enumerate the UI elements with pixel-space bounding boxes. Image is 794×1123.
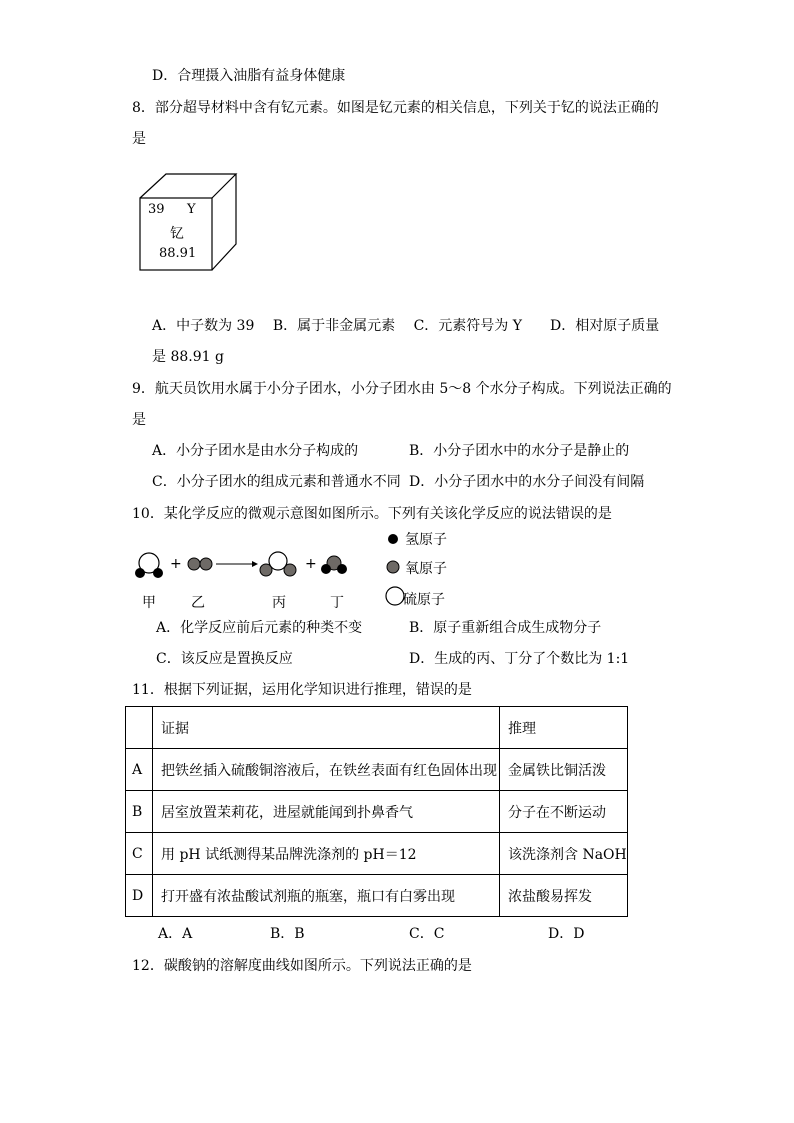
q10-option-b: B．原子重新组合成生成物分子 [409,620,602,636]
table-cell-inference: 分子在不断运动 [500,791,628,833]
table-header-evidence: 证据 [153,707,500,749]
q11-option-b: B．B [270,926,305,942]
legend-sulfur-label: 硫原子 [403,592,445,608]
molecule-jia-hydrogen-1 [135,568,145,578]
label-ding: 丁 [330,595,344,611]
q11-option-a: A．A [158,926,193,942]
legend-sulfur-symbol [386,587,404,605]
table-header-inference: 推理 [500,707,628,749]
table-header-cell [126,707,153,749]
molecule-ding-hydrogen-2 [337,564,347,574]
table-row [126,791,628,833]
q12-stem: 12．碳酸钠的溶解度曲线如图所示。下列说法正确的是 [132,958,472,974]
table-row [126,875,628,917]
label-bing: 丙 [272,595,286,611]
q9-option-a: A．小分子团水是由水分子构成的 [152,443,359,459]
table-row-label: B [126,791,153,833]
q9-stem-line2: 是 [132,412,146,428]
molecule-ding-hydrogen-1 [321,564,331,574]
q9-option-c: C．小分子团水的组成元素和普通水不同 [152,474,401,490]
table-cell-inference: 该洗涤剂含 NaOH [500,833,628,875]
q8-stem-line2: 是 [132,131,146,147]
table-cell-evidence: 打开盛有浓盐酸试剂瓶的瓶塞，瓶口有白雾出现 [153,875,500,917]
element-name: 钇 [170,226,184,242]
legend-hydrogen-symbol [388,534,398,544]
reaction-arrow-head [252,561,258,567]
molecule-yi-oxygen-2 [200,558,212,570]
element-symbol: Y [187,202,196,217]
element-atomic-mass: 88.91 [159,246,197,261]
table-row-label: A [126,749,153,791]
evidence-table [125,706,628,917]
molecule-bing-sulfur [269,552,287,570]
label-jia: 甲 [142,595,156,611]
molecule-jia-hydrogen-2 [153,568,163,578]
plus-sign-1: + [170,556,182,572]
q10-option-c: C．该反应是置换反应 [156,651,293,667]
q10-option-a: A．化学反应前后元素的种类不变 [156,620,363,636]
q11-option-d: D．D [548,926,585,942]
legend-oxygen-symbol [387,561,399,573]
q9-option-b: B．小分子团水中的水分子是静止的 [409,443,630,459]
table-row-label: D [126,875,153,917]
table-row [126,749,628,791]
table-cell-inference: 浓盐酸易挥发 [500,875,628,917]
table-header-row [126,707,628,749]
table-row [126,833,628,875]
table-cell-evidence: 把铁丝插入硫酸铜溶液后，在铁丝表面有红色固体出现 [153,749,500,791]
reaction-diagram [130,548,360,584]
legend-hydrogen-label: 氢原子 [405,532,447,548]
q11-option-c: C．C [409,926,445,942]
plus-sign-2: + [305,556,317,572]
q8-options-line2: 是 88.91 g [152,349,224,365]
table-cell-evidence: 用 pH 试纸测得某品牌洗涤剂的 pH＝12 [153,833,500,875]
table-row-label: C [126,833,153,875]
legend-oxygen-label: 氧原子 [405,561,447,577]
table-cell-evidence: 居室放置茉莉花，进屋就能闻到扑鼻香气 [153,791,500,833]
molecule-yi-oxygen-1 [188,558,200,570]
label-yi: 乙 [191,595,205,611]
element-atomic-number: 39 [148,202,165,217]
q10-stem: 10．某化学反应的微观示意图如图所示。下列有关该化学反应的说法错误的是 [132,506,612,522]
q7-option-d: D．合理摄入油脂有益身体健康 [152,68,346,84]
q9-stem-line1: 9．航天员饮用水属于小分子团水，小分子团水由 5～8 个水分子构成。下列说法正确的 [132,381,672,397]
q8-options-line1: A．中子数为 39 B．属于非金属元素 C．元素符号为 Y D．相对原子质量 [152,318,660,334]
q9-option-d: D．小分子团水中的水分子间没有间隔 [409,474,645,490]
q8-stem-line1: 8．部分超导材料中含有钇元素。如图是钇元素的相关信息，下列关于钇的说法正确的 [132,100,659,116]
table-cell-inference: 金属铁比铜活泼 [500,749,628,791]
q11-stem: 11．根据下列证据，运用化学知识进行推理，错误的是 [132,682,472,698]
q10-option-d: D．生成的丙、丁分了个数比为 1:1 [409,651,630,667]
